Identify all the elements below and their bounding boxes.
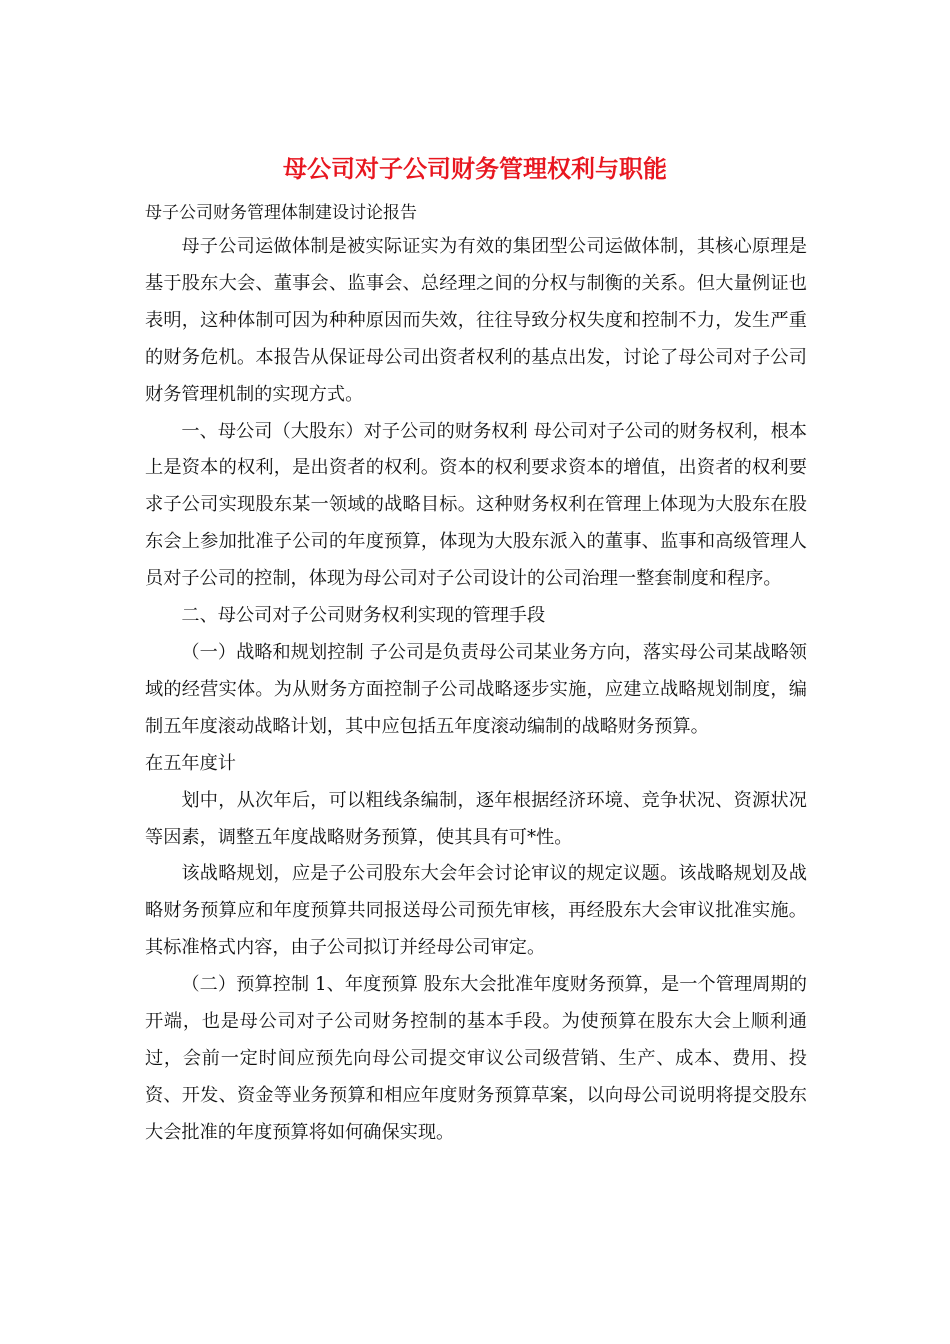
paragraph-section-1: 一、母公司（大股东）对子公司的财务权利 母公司对子公司的财务权利，根本上是资本的权利，是出资者的权利。资本的权利要求资本的增值，出资者的权利要求子公司实现股东某一领域的战略目标。这种财务权利在管理上体现为大股东在股东会上参加批准子公司的年度预算，体现为大股东派入的董事、监事和高级管理人员对子公司的控制，体现为母公司对子公司设计的公司治理一整套制度和程序。 xyxy=(145,420,807,590)
paragraph-plan-continuation: 划中，从次年后，可以粗线条编制，逐年根据经济环境、竞争状况、资源状况等因素，调整五年度战略财务预算，使其具有可*性。 xyxy=(145,789,807,848)
document-title: 母公司对子公司财务管理权利与职能 xyxy=(283,154,667,183)
paragraph-intro: 母子公司运做体制是被实际证实为有效的集团型公司运做体制，其核心原理是基于股东大会、董事会、监事会、总经理之间的分权与制衡的关系。但大量例证也表明，这种体制可因为种种原因而失效，往往导致分权失度和控制不力，发生严重的财务危机。本报告从保证母公司出资者权利的基点出发，讨论了母公司对子公司财务管理机制的实现方式。 xyxy=(145,236,807,405)
paragraph-section-2-heading: 二、母公司对子公司财务权利实现的管理手段 xyxy=(181,605,546,627)
document-subtitle: 母子公司财务管理体制建设讨论报告 xyxy=(145,203,417,223)
paragraph-strategy-control: （一）战略和规划控制 子公司是负责母公司某业务方向，落实母公司某战略领域的经营实体。为从财务方面控制子公司战略逐步实施，应建立战略规划制度，编制五年度滚动战略计划，其中应包括五年度滚动编制的战略财务预算。 xyxy=(145,641,807,737)
paragraph-fragment: 在五年度计 xyxy=(145,752,236,774)
paragraph-strategy-review: 该战略规划，应是子公司股东大会年会讨论审议的规定议题。该战略规划及战略财务预算应和年度预算共同报送母公司预先审核，再经股东大会审议批准实施。其标准格式内容，由子公司拟订并经母公司审定。 xyxy=(145,863,807,959)
paragraph-budget-control: （二）预算控制 1、年度预算 股东大会批准年度财务预算，是一个管理周期的开端，也是母公司对子公司财务控制的基本手段。为使预算在股东大会上顺利通过，会前一定时间应预先向母公司提交审议公司级营销、生产、成本、费用、投资、开发、资金等业务预算和相应年度财务预算草案，以向母公司说明将提交股东大会批准的年度预算将如何确保实现。 xyxy=(145,974,807,1143)
document-body xyxy=(145,229,807,1152)
